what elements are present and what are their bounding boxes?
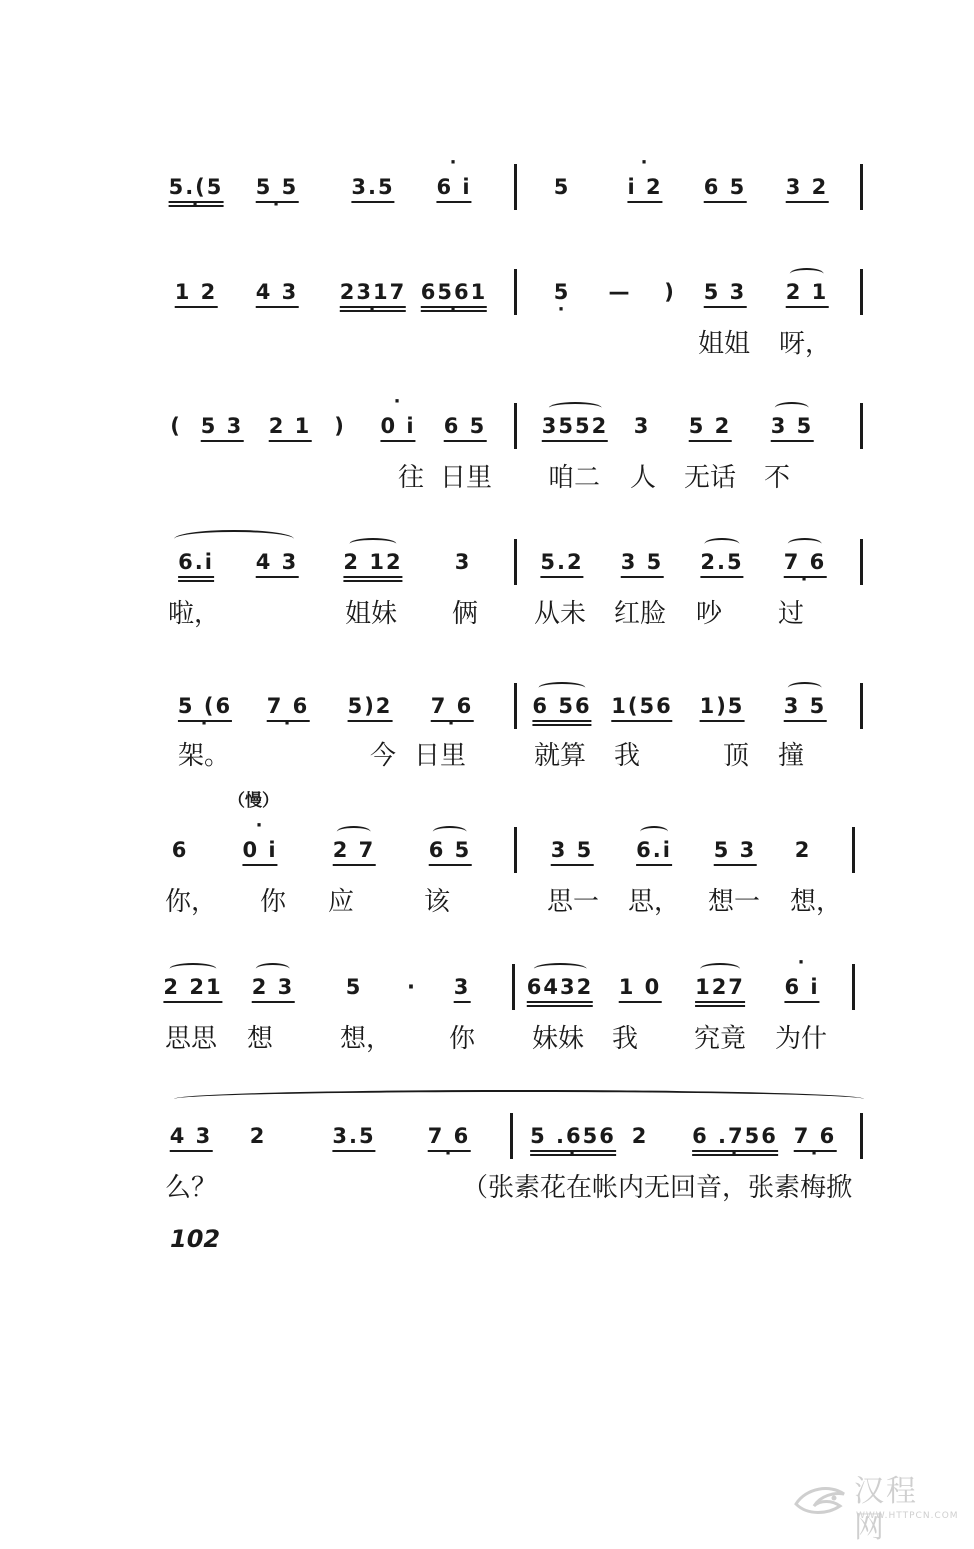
note-group: 3.5 [332, 1106, 375, 1166]
note-group: 5.2 [540, 532, 583, 592]
note-group: · 0 i [380, 396, 415, 456]
lyric: 今 [370, 741, 397, 771]
note-group: 5 3 [704, 262, 747, 322]
lyric: 为什 [775, 1024, 828, 1054]
note-group: 7 6 · [784, 532, 827, 592]
watermark-fish-icon [790, 1470, 854, 1526]
note-group: 4 3 [256, 532, 299, 592]
note-group: 5 (6 · [178, 676, 232, 736]
barline [860, 269, 863, 315]
watermark-logo: 汉程网 WWW.HTTPCN.COM [790, 1470, 940, 1530]
note-group: · 0 i [242, 820, 277, 880]
lyric: 你， [165, 887, 218, 917]
barline [514, 827, 517, 873]
note-group: 1)5 [700, 676, 745, 736]
note-group: 3 5 [551, 820, 594, 880]
lyric: 该 [424, 887, 451, 917]
lyric: 啦， [168, 599, 221, 629]
note-group: 7 6 · [794, 1106, 837, 1166]
note-group: 5 [345, 975, 363, 999]
note-group: 6 5 [444, 396, 487, 456]
lyric: 无话 [684, 463, 737, 493]
lyrics-row [0, 324, 974, 364]
stage-direction: （张素花在帐内无回音，张素梅掀 [462, 1173, 853, 1203]
note-group: 2 12 [343, 532, 402, 592]
notation-row [0, 957, 974, 1017]
barline [860, 683, 863, 729]
note-group: 5)2 [348, 676, 393, 736]
note-group: 3 2 [786, 157, 829, 217]
lyric: 我 [614, 741, 641, 771]
notation-row [0, 1106, 974, 1166]
barline [852, 827, 855, 873]
note-group: 6432 [527, 957, 593, 1017]
lyric: 往 [398, 463, 425, 493]
barline [852, 964, 855, 1010]
lyrics-row [0, 458, 974, 498]
note-group: 5.(5 · [169, 157, 224, 217]
lyric: 咱二 [548, 463, 601, 493]
barline [860, 164, 863, 210]
lyric: 想一 [708, 887, 761, 917]
note-group: 1 2 [175, 262, 218, 322]
note-group: 3 [454, 550, 472, 574]
note-group: 5 .656 · [530, 1106, 616, 1166]
note-group: · 6 i [784, 957, 819, 1017]
lyric: 就算 [534, 741, 587, 771]
lyric: 架。 [178, 741, 231, 771]
barline [514, 403, 517, 449]
lyric: 妹妹 [532, 1024, 585, 1054]
note-group: 6.i [636, 820, 672, 880]
note-group: 6 56 [532, 676, 591, 736]
lyric: 过 [778, 599, 805, 629]
barline [860, 403, 863, 449]
lyric: 吵 [696, 599, 723, 629]
note-group: 5 3 [714, 820, 757, 880]
lyric: 红脸 [614, 599, 667, 629]
barline [860, 1113, 863, 1159]
lyrics-row [0, 1019, 974, 1059]
lyric: 顶 [723, 741, 750, 771]
lyrics-row [0, 1168, 974, 1208]
note-group: 7 6 · [431, 676, 474, 736]
note-group: ( [170, 414, 182, 438]
lyric: 究竟 [694, 1024, 747, 1054]
note-group: 2317 · [340, 262, 406, 322]
lyric: 从未 [534, 599, 587, 629]
lyric: 姐妹 [345, 599, 398, 629]
note-group: 4 3 [170, 1106, 213, 1166]
lyric: 姐姐 [698, 329, 751, 359]
note-group: 127 [695, 957, 745, 1017]
barline [510, 1113, 513, 1159]
note-group: 6561 · [421, 262, 487, 322]
note-group: 3 [454, 957, 471, 1017]
lyric: 日里 [440, 463, 493, 493]
lyric: 你 [449, 1024, 476, 1054]
notation-row [0, 676, 974, 736]
note-group: 4 3 [256, 262, 299, 322]
lyric: 思， [628, 887, 681, 917]
barline [514, 683, 517, 729]
lyric: 呀， [779, 329, 832, 359]
note-group: 6 5 [704, 157, 747, 217]
lyrics-row [0, 882, 974, 922]
notation-row [0, 396, 974, 456]
note-group: · 6 i [436, 157, 471, 217]
note-group: 2 1 [786, 262, 829, 322]
notation-row [0, 532, 974, 592]
note-group: 5 [553, 175, 571, 199]
note-group: 6 5 [429, 820, 472, 880]
lyric: 思思 [165, 1024, 218, 1054]
note-group: 5 5 · [256, 157, 299, 217]
note-group: 2 21 [163, 957, 222, 1017]
note-group: 2 [249, 1124, 267, 1148]
note-group: 2 [794, 838, 812, 862]
note-group: ) [664, 280, 676, 304]
tempo-mark: （慢） [228, 791, 279, 811]
note-group: — [608, 280, 632, 304]
note-group: 7 6 · [428, 1106, 471, 1166]
lyric: 日里 [414, 741, 467, 771]
note-group: 5 · [554, 262, 571, 322]
lyric: 思一 [547, 887, 600, 917]
note-group: 3 5 [621, 532, 664, 592]
lyrics-row [0, 736, 974, 776]
lyric: 人 [630, 463, 657, 493]
note-group: 2 1 [269, 396, 312, 456]
lyric: 你 [260, 887, 287, 917]
note-group: 1(56 [611, 676, 672, 736]
note-group: 6.i [178, 532, 214, 592]
lyric: 我 [612, 1024, 639, 1054]
lyric: 俩 [452, 599, 479, 629]
lyrics-row [0, 594, 974, 634]
note-group: 6 .756 · [692, 1106, 778, 1166]
note-group: 6 [171, 838, 189, 862]
notation-row [0, 262, 974, 322]
barline [514, 164, 517, 210]
notation-row [0, 820, 974, 880]
note-group: 1 0 [619, 957, 662, 1017]
note-group: 5 2 [689, 396, 732, 456]
barline [514, 269, 517, 315]
note-group: 3552 [542, 396, 608, 456]
note-group: 7 6 · [267, 676, 310, 736]
note-group: 2 3 [252, 957, 295, 1017]
notation-row [0, 157, 974, 217]
note-group: 3 [633, 414, 651, 438]
note-group: · [407, 975, 417, 999]
lyric: 不 [764, 463, 791, 493]
note-group: 2 [631, 1124, 649, 1148]
note-group: 2 7 [333, 820, 376, 880]
lyric: 想， [790, 887, 843, 917]
note-group: ) [334, 414, 346, 438]
lyric: 应 [328, 887, 355, 917]
note-group: 5 3 [201, 396, 244, 456]
barline [860, 539, 863, 585]
note-group: · i 2 [627, 157, 662, 217]
lyric: 撞 [778, 741, 805, 771]
lyric: 么？ [165, 1173, 218, 1203]
barline [514, 539, 517, 585]
page-number: 102 [170, 1225, 221, 1253]
note-group: 3 5 [771, 396, 814, 456]
lyric: 想 [247, 1024, 274, 1054]
barline [512, 964, 515, 1010]
note-group: 2.5 [700, 532, 743, 592]
lyric: 想， [340, 1024, 393, 1054]
note-group: 3.5 [351, 157, 394, 217]
note-group: 3 5 [784, 676, 827, 736]
